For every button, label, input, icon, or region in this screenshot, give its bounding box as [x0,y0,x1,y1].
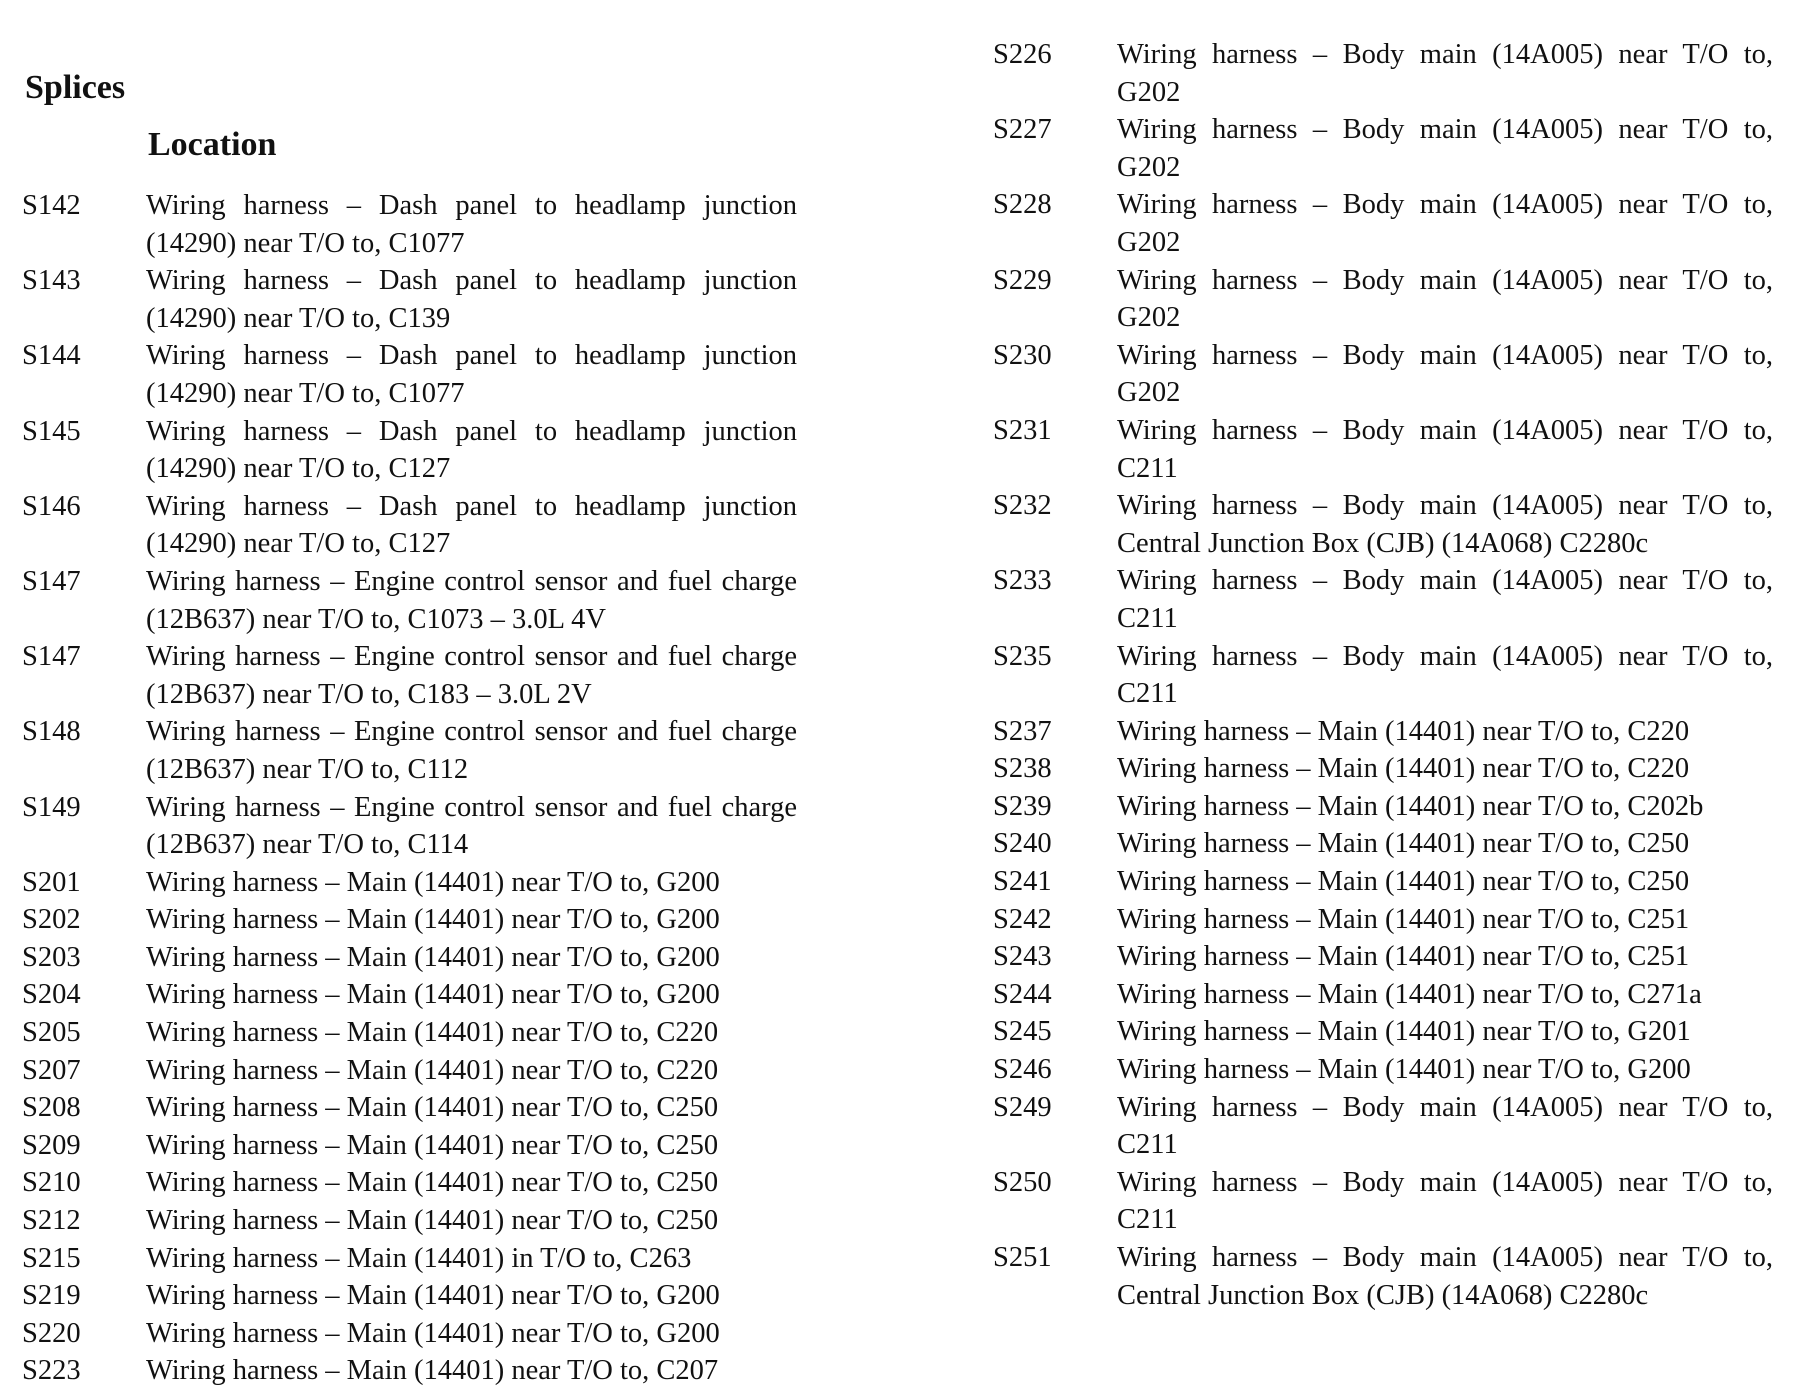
splice-location: Wiring harness – Body main (14A005) near T/O to, C211 [1117,414,1773,484]
splice-entry [993,186,1773,261]
splice-code: S143 [22,265,81,297]
splice-entry [993,1089,1773,1164]
splice-entry [993,487,1773,562]
splice-code: S240 [993,828,1052,860]
splice-code: S203 [22,941,81,973]
splice-code: S241 [993,866,1052,898]
splice-code: S237 [993,715,1052,747]
splice-location: Wiring harness – Main (14401) near T/O to, C271a [1117,978,1702,1010]
splice-list-right [993,36,1773,1314]
splice-entry [22,976,797,1014]
splice-code: S246 [993,1054,1052,1086]
splice-location: Wiring harness – Main (14401) near T/O to, C251 [1117,941,1690,973]
splice-code: S250 [993,1166,1052,1198]
splice-code: S212 [22,1205,81,1237]
splice-location: Wiring harness – Dash panel to headlamp junction (14290) near T/O to, C139 [146,265,797,334]
splice-entry [22,1164,797,1202]
splice-code: S215 [22,1242,81,1274]
splice-location: Wiring harness – Main (14401) near T/O to, C250 [146,1129,719,1161]
splice-code: S201 [22,866,81,898]
splice-code: S230 [993,339,1052,371]
splice-location: Wiring harness – Body main (14A005) near T/O to, Central Junction Box (CJB) (14A068) C2280c [1117,1242,1773,1311]
splice-location: Wiring harness – Main (14401) near T/O to, C220 [1117,753,1690,785]
splice-entry [993,976,1773,1014]
splice-entry [22,1014,797,1052]
splice-location: Wiring harness – Main (14401) near T/O to, C250 [146,1205,719,1237]
splice-entry [22,187,797,262]
splice-entry [993,262,1773,337]
splice-entry [22,1052,797,1090]
splice-entry [22,262,797,337]
splice-code: S219 [22,1280,81,1312]
splice-entry [993,901,1773,939]
splice-entry [22,864,797,902]
splice-location: Wiring harness – Body main (14A005) near T/O to, Central Junction Box (CJB) (14A068) C2280c [1117,490,1773,559]
splice-entry [993,638,1773,713]
splice-entry [993,562,1773,637]
splice-code: S244 [993,978,1052,1010]
splice-entry [993,750,1773,788]
splice-location: Wiring harness – Body main (14A005) near T/O to, C211 [1117,565,1773,634]
splice-code: S202 [22,904,81,936]
splice-code: S147 [22,565,81,597]
splice-code: S245 [993,1016,1052,1048]
splice-code: S208 [22,1092,81,1124]
splice-location: Wiring harness – Body main (14A005) near T/O to, G202 [1117,339,1773,409]
splice-entry [22,1352,797,1390]
splice-location: Wiring harness – Main (14401) near T/O to, G201 [1117,1016,1691,1048]
splice-location: Wiring harness – Engine control sensor and fuel charge (12B637) near T/O to, C112 [146,716,797,785]
splice-entry [22,488,797,563]
splice-location: Wiring harness – Main (14401) in T/O to, C263 [146,1242,692,1274]
splice-code: S209 [22,1129,81,1161]
splice-location: Wiring harness – Main (14401) near T/O to, G200 [146,1280,720,1312]
page-title: Splices [25,69,126,106]
splice-location: Wiring harness – Main (14401) near T/O to, C202b [1117,790,1704,822]
splice-location: Wiring harness – Main (14401) near T/O to, C250 [1117,866,1690,898]
splice-code: S232 [993,490,1052,522]
splice-location: Wiring harness – Main (14401) near T/O to, G200 [1117,1054,1691,1086]
splice-code: S145 [22,415,81,447]
splice-code: S147 [22,641,81,673]
splice-entry [22,1127,797,1165]
splice-location: Wiring harness – Main (14401) near T/O to, C250 [146,1092,719,1124]
splice-location: Wiring harness – Engine control sensor and fuel charge (12B637) near T/O to, C1073 – 3.0L 4V [146,565,797,635]
splice-code: S223 [22,1355,81,1387]
splice-location: Wiring harness – Main (14401) near T/O to, G200 [146,979,720,1011]
splice-code: S144 [22,340,81,372]
splice-code: S142 [22,190,81,221]
splice-code: S243 [993,941,1052,973]
splice-entry [22,789,797,864]
splice-location: Wiring harness – Engine control sensor and fuel charge (12B637) near T/O to, C183 – 3.0L 2V [146,641,797,710]
splice-location: Wiring harness – Body main (14A005) near T/O to, C211 [1117,1091,1773,1161]
splice-location: Wiring harness – Dash panel to headlamp junction (14290) near T/O to, C127 [146,415,797,485]
splice-entry [22,1089,797,1127]
splice-location: Wiring harness – Main (14401) near T/O to, C220 [146,1017,719,1049]
splice-code: S205 [22,1017,81,1049]
splice-location: Wiring harness – Main (14401) near T/O to, C250 [146,1167,719,1199]
splice-code: S242 [993,903,1052,935]
splice-location: Wiring harness – Dash panel to headlamp junction (14290) near T/O to, C127 [146,490,797,560]
splice-location: Wiring harness – Body main (14A005) near T/O to, G202 [1117,39,1773,108]
splice-location: Wiring harness – Body main (14A005) near T/O to, G202 [1117,114,1773,183]
splice-entry [993,1013,1773,1051]
splice-location: Wiring harness – Main (14401) near T/O to, G200 [146,904,720,936]
splice-location: Wiring harness – Body main (14A005) near T/O to, G202 [1117,189,1773,258]
splice-entry [993,1239,1773,1314]
splice-code: S238 [993,753,1052,785]
splice-code: S231 [993,414,1052,446]
splice-entry [22,939,797,977]
splice-location: Wiring harness – Main (14401) near T/O to, C220 [1117,715,1690,747]
splice-code: S146 [22,490,81,522]
splice-list-left [22,187,797,1390]
splice-code: S148 [22,716,81,748]
splice-location: Wiring harness – Dash panel to headlamp junction (14290) near T/O to, C1077 [146,340,797,409]
splice-entry [22,713,797,788]
splice-location: Wiring harness – Main (14401) near T/O to, C250 [1117,828,1690,860]
splice-location: Wiring harness – Main (14401) near T/O to, G200 [146,941,720,973]
splice-code: S226 [993,39,1052,70]
splice-entry [993,938,1773,976]
splice-code: S233 [993,565,1052,597]
splice-entry [993,111,1773,186]
splice-entry [22,563,797,638]
splice-entry [22,1277,797,1315]
splice-entry [993,825,1773,863]
splice-entry [993,1051,1773,1089]
splice-entry [993,788,1773,826]
splice-code: S251 [993,1242,1052,1273]
splice-code: S235 [993,640,1052,672]
splice-entry [22,413,797,488]
splice-code: S204 [22,979,81,1011]
splice-code: S229 [993,264,1052,296]
splice-entry [22,1240,797,1278]
splice-location: Wiring harness – Body main (14A005) near T/O to, C211 [1117,640,1773,710]
splice-entry [22,1315,797,1353]
splice-code: S220 [22,1317,81,1349]
splice-entry [22,638,797,713]
splice-entry [993,1164,1773,1239]
splice-location: Wiring harness – Main (14401) near T/O to, C251 [1117,903,1690,935]
splice-code: S249 [993,1091,1052,1123]
splice-location: Wiring harness – Body main (14A005) near T/O to, G202 [1117,264,1773,334]
splice-entry [993,337,1773,412]
splice-code: S239 [993,790,1052,822]
splice-code: S228 [993,189,1052,221]
splice-code: S207 [22,1054,81,1086]
splice-entry [993,863,1773,901]
splice-location: Wiring harness – Main (14401) near T/O to, C220 [146,1054,719,1086]
splice-location: Wiring harness – Main (14401) near T/O to, G200 [146,1317,720,1349]
splice-code: S210 [22,1167,81,1199]
splice-code: S149 [22,791,81,823]
splice-entry [22,1202,797,1240]
splice-entry [993,36,1773,111]
splice-location: Wiring harness – Dash panel to headlamp junction (14290) near T/O to, C1077 [146,190,797,259]
splice-code: S227 [993,114,1052,146]
splice-location: Wiring harness – Engine control sensor and fuel charge (12B637) near T/O to, C114 [146,791,797,861]
splice-location: Wiring harness – Main (14401) near T/O to, C207 [146,1355,719,1387]
splice-location: Wiring harness – Body main (14A005) near T/O to, C211 [1117,1166,1773,1236]
splice-entry [22,901,797,939]
splice-entry [993,412,1773,487]
location-column-heading: Location [148,126,277,163]
splice-entry [993,713,1773,751]
splice-location: Wiring harness – Main (14401) near T/O to, G200 [146,866,720,898]
splice-entry [22,337,797,412]
